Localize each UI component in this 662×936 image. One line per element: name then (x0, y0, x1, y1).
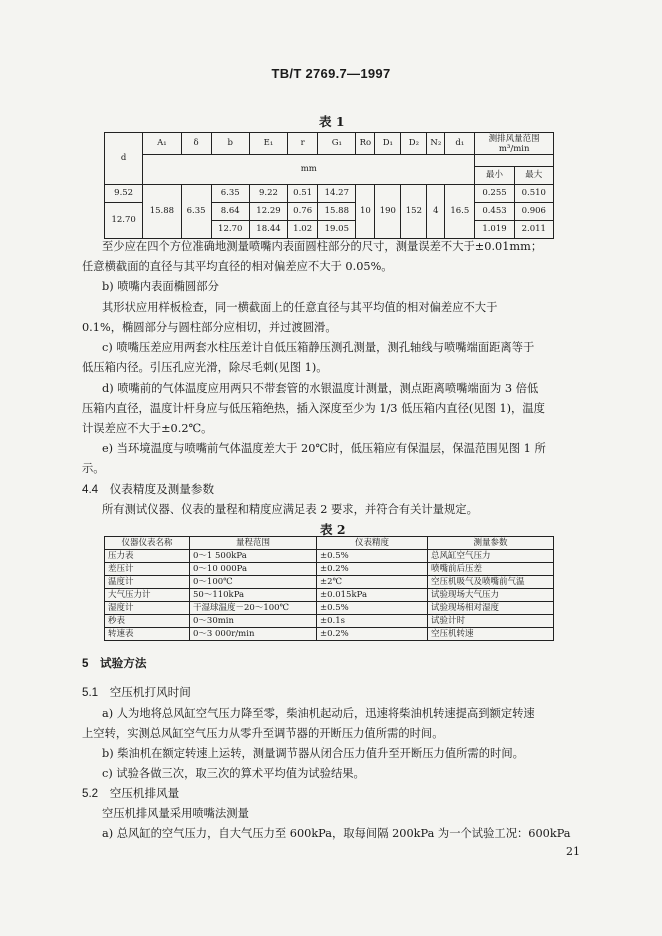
cell-max: 0.510 (514, 185, 553, 203)
table2 (104, 536, 554, 641)
paragraph: 0.1%，椭圆部分与圆柱部分应相切，并过渡圆滑。 (82, 321, 337, 334)
cell-r: 1.02 (288, 221, 318, 239)
instrument-parameter: 喷嘴前后压差 (428, 563, 554, 576)
cell-ro: 10 (356, 185, 375, 239)
table-row (105, 589, 554, 602)
range-header-unit: m³/min (498, 143, 530, 154)
paragraph: c) 试验各做三次，取三次的算术平均值为试验结果。 (102, 767, 365, 780)
cell-d: 12.70 (105, 203, 143, 239)
col-header-d: d (105, 133, 143, 185)
cell-g1: 15.88 (318, 203, 356, 221)
cell-d1-small: 16.5 (445, 185, 475, 239)
cell-d1: 190 (375, 185, 401, 239)
max-label: 最大 (514, 167, 553, 185)
paragraph: 空压机排风量采用喷嘴法测量 (102, 807, 249, 820)
table-row (105, 615, 554, 628)
cell-g1: 14.27 (318, 185, 356, 203)
instrument-name: 秒表 (105, 615, 190, 628)
table2-header: 仪器仪表名称 (105, 537, 190, 550)
cell-d: 9.52 (105, 185, 143, 203)
instrument-name: 湿度计 (105, 602, 190, 615)
table-row (105, 550, 554, 563)
instrument-accuracy: ±0.2% (317, 628, 428, 641)
page-number: 21 (566, 845, 580, 858)
paragraph: 所有测试仪器、仪表的量程和精度应满足表 2 要求，并符合有关计量规定。 (102, 503, 478, 516)
col-header-ro: Ro (356, 133, 375, 155)
cell-n2: 4 (427, 185, 445, 239)
cell-b: 6.35 (211, 185, 249, 203)
range-spacer (475, 155, 554, 167)
min-label: 最小 (475, 167, 514, 185)
instrument-range: 0～100℃ (190, 576, 317, 589)
paragraph: a) 人为地将总风缸空气压力降至零，柴油机起动后，迅速将柴油机转速提高到额定转速 (102, 707, 535, 720)
table2-caption: 表 2 (320, 522, 346, 537)
instrument-parameter: 试验计时 (428, 615, 554, 628)
standard-number-header: TB/T 2769.7—1997 (271, 66, 391, 81)
table2-header: 量程范围 (190, 537, 317, 550)
instrument-parameter: 总风缸空气压力 (428, 550, 554, 563)
instrument-accuracy: ±0.015kPa (317, 589, 428, 602)
paragraph: c) 喷嘴压差应用两套水柱压差计自低压箱静压测孔测量，测孔轴线与喷嘴端面距离等于 (102, 341, 535, 354)
paragraph: 其形状应用样板检查，同一横截面上的任意直径与其平均值的相对偏差应不大于 (102, 301, 498, 314)
instrument-range: 0～30min (190, 615, 317, 628)
instrument-name: 压力表 (105, 550, 190, 563)
paragraph: a) 总风缸的空气压力，自大气压力至 600kPa，取每间隔 200kPa 为一个试验工况：600kPa (102, 827, 571, 840)
table-row (105, 602, 554, 615)
instrument-accuracy: ±0.2% (317, 563, 428, 576)
table1-caption: 表 1 (319, 114, 345, 129)
cell-min: 0.453 (475, 203, 514, 221)
cell-e1: 12.29 (249, 203, 287, 221)
instrument-range: 干湿球温度－20～100℃ (190, 602, 317, 615)
instrument-range: 50～110kPa (190, 589, 317, 602)
table-row (105, 628, 554, 641)
paragraph: 计误差应不大于±0.2℃。 (82, 422, 213, 435)
cell-r: 0.51 (288, 185, 318, 203)
col-header-d1: D₁ (375, 133, 401, 155)
paragraph: b) 柴油机在额定转速上运转，测量调节器从闭合压力值升至开断压力值所需的时间。 (102, 747, 524, 760)
cell-b: 12.70 (211, 221, 249, 239)
instrument-parameter: 空压机转速 (428, 628, 554, 641)
col-header-d1-small: d₁ (445, 133, 475, 155)
instrument-name: 差压计 (105, 563, 190, 576)
col-header-delta: δ (181, 133, 211, 155)
instrument-range: 0～3 000r/min (190, 628, 317, 641)
instrument-parameter: 试验现场大气压力 (428, 589, 554, 602)
instrument-name: 大气压力计 (105, 589, 190, 602)
instrument-name: 转速表 (105, 628, 190, 641)
paragraph: 压箱内直径，温度计杆身应与低压箱绝热，插入深度至少为 1/3 低压箱内直径(见图 1)，温度 (82, 402, 545, 415)
paragraph: d) 喷嘴前的气体温度应用两只不带套管的水银温度计测量，测点距离喷嘴端面为 3 倍低 (102, 382, 539, 395)
instrument-accuracy: ±2℃ (317, 576, 428, 589)
instrument-range: 0～10 000Pa (190, 563, 317, 576)
col-header-g1: G₁ (318, 133, 356, 155)
cell-e1: 18.44 (249, 221, 287, 239)
table2-header-row (105, 537, 554, 550)
paragraph: 上空转，实测总风缸空气压力从零升至调节器的开断压力值所需的时间。 (82, 727, 444, 740)
cell-max: 0.906 (514, 203, 553, 221)
table-row (105, 563, 554, 576)
instrument-parameter: 空压机吸气及喷嘴前气温 (428, 576, 554, 589)
section-5-1-heading: 5.1 空压机打风时间 (82, 686, 191, 699)
instrument-name: 温度计 (105, 576, 190, 589)
cell-d2: 152 (401, 185, 427, 239)
cell-max: 2.011 (514, 221, 553, 239)
cell-a1: 15.88 (143, 185, 181, 239)
col-header-n2: N₂ (427, 133, 445, 155)
section-5-heading: 5 试验方法 (82, 657, 147, 670)
instrument-accuracy: ±0.5% (317, 602, 428, 615)
cell-min: 1.019 (475, 221, 514, 239)
instrument-parameter: 试验现场相对湿度 (428, 602, 554, 615)
paragraph: 示。 (82, 462, 105, 475)
cell-b: 8.64 (211, 203, 249, 221)
cell-e1: 9.22 (249, 185, 287, 203)
range-header-title: 测排风量范围 (488, 133, 540, 144)
cell-delta: 6.35 (181, 185, 211, 239)
table2-header: 测量参数 (428, 537, 554, 550)
paragraph: 任意横截面的直径与其平均直径的相对偏差应不大于 0.05%。 (82, 260, 393, 273)
section-4-4-heading: 4.4 仪表精度及测量参数 (82, 483, 215, 496)
section-5-2-heading: 5.2 空压机排风量 (82, 787, 180, 800)
col-header-e1: E₁ (249, 133, 287, 155)
col-header-r: r (288, 133, 318, 155)
paragraph: e) 当环境温度与喷嘴前气体温度差大于 20℃时，低压箱应有保温层，保温范围见图 1 所 (102, 442, 546, 455)
cell-min: 0.255 (475, 185, 514, 203)
instrument-accuracy: ±0.5% (317, 550, 428, 563)
table-row (105, 576, 554, 589)
col-header-d2: D₂ (401, 133, 427, 155)
unit-mm: mm (143, 155, 475, 185)
col-header-b: b (211, 133, 249, 155)
table1-row (105, 185, 554, 203)
cell-r: 0.76 (288, 203, 318, 221)
instrument-range: 0～1 500kPa (190, 550, 317, 563)
col-header-a1: A₁ (143, 133, 181, 155)
table1 (104, 132, 554, 239)
table2-header: 仪表精度 (317, 537, 428, 550)
item-b-heading: b) 喷嘴内表面椭圆部分 (102, 280, 219, 293)
instrument-accuracy: ±0.1s (317, 615, 428, 628)
paragraph: 低压箱内径。引压孔应光滑，除尽毛刺(见图 1)。 (82, 361, 328, 374)
paragraph: 至少应在四个方位准确地测量喷嘴内表面圆柱部分的尺寸，测量误差不大于±0.01mm； (102, 240, 543, 253)
cell-g1: 19.05 (318, 221, 356, 239)
range-header (475, 133, 554, 155)
